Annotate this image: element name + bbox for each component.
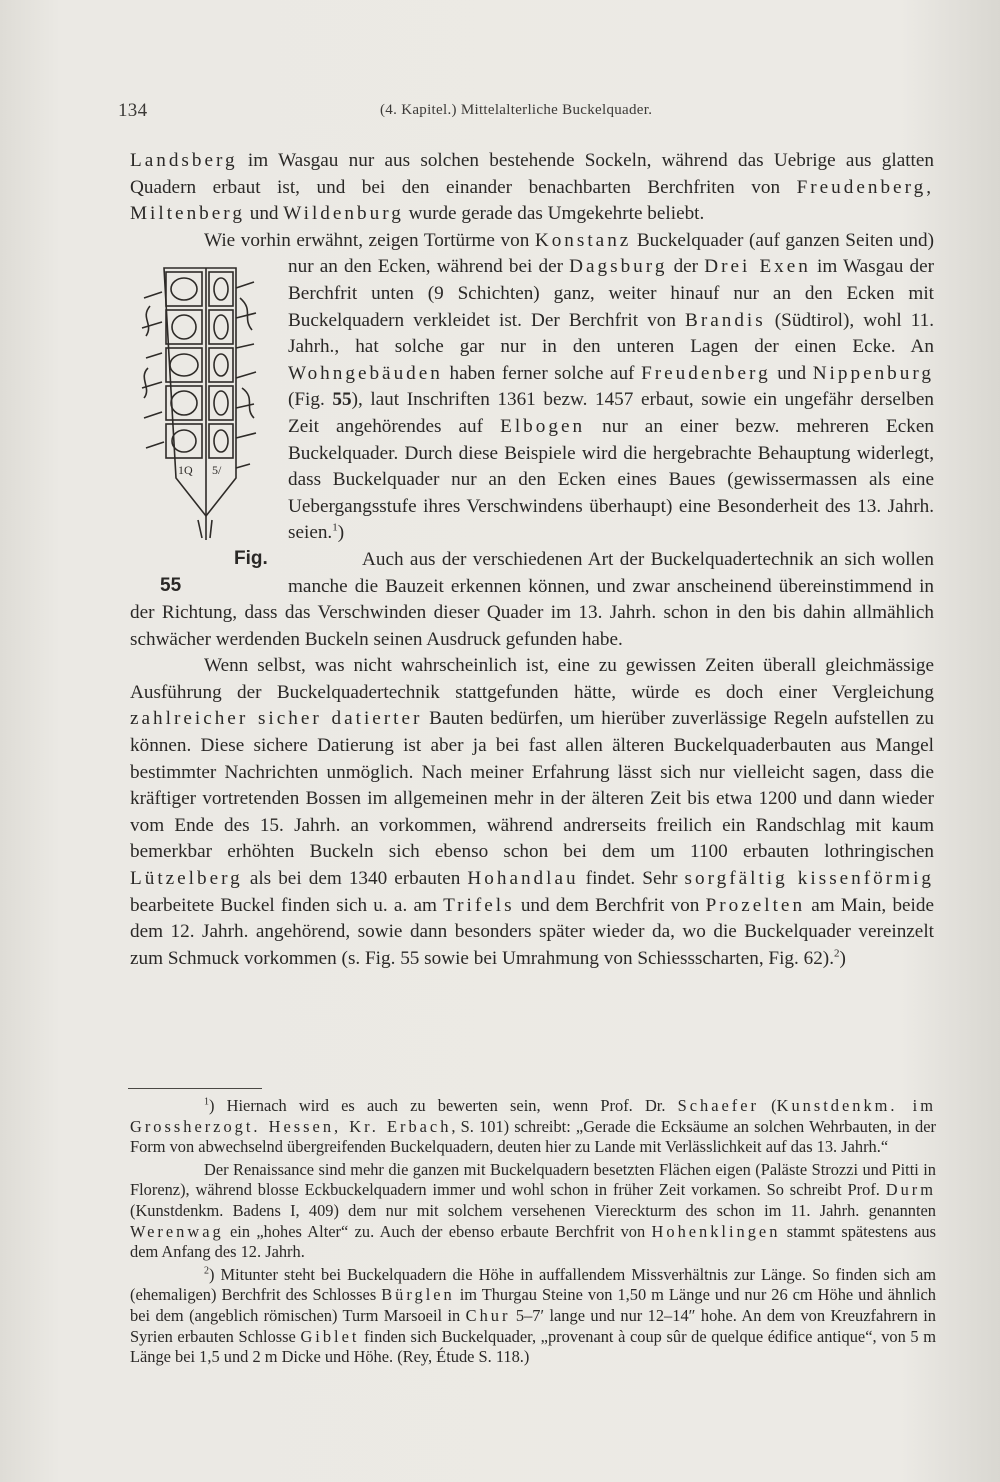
spaced-name: Giblet bbox=[300, 1326, 360, 1346]
spaced-name: Dagsburg bbox=[569, 256, 668, 278]
footnotes bbox=[130, 1096, 936, 1370]
spaced-name: Drei Exen bbox=[704, 256, 811, 278]
spaced-name: Bürglen bbox=[381, 1285, 455, 1305]
footnote-mark-1: 1 bbox=[332, 521, 338, 534]
footnote-divider bbox=[128, 1088, 262, 1089]
spaced-name: Nippenburg bbox=[812, 362, 934, 384]
spaced-name: Freudenberg bbox=[641, 362, 771, 384]
spaced-name: Brandis bbox=[685, 309, 766, 331]
figure-55 bbox=[130, 254, 280, 596]
footnote-number: 1 bbox=[204, 1096, 209, 1108]
figure-reference: 55 bbox=[332, 389, 352, 411]
spaced-name: Chur bbox=[465, 1305, 511, 1325]
spaced-name: Konstanz bbox=[534, 229, 632, 251]
figure-label: Fig. 55 bbox=[160, 548, 268, 596]
spaced-phrase: zahlreicher sicher datierter bbox=[130, 708, 423, 730]
wall-corner-illustration bbox=[136, 258, 262, 544]
footnote-1: $^1$) Hiernach wird es auch zu bewerten sein, wenn Prof. Dr. Schaefer (Kunstdenkm. im Grossherzogt. Hessen, Kr. Erbach, S. 101) schreibt: „Gerade die Ecksäume an solchen Wehrbauten, in der Form von abwechselnd übergreifenden Buckelquadern, deuten hier zu Lande mit Verlässlichkeit auf das 13. Jahrh.“ bbox=[130, 1096, 936, 1157]
footnote-1-continued: Der Renaissance sind mehr die ganzen mit Buckelquadern besetzten Flächen eigen (Paläste Strozzi und Pitti in Florenz), während blosse Eckbuckelquadern immer und wohl schon in früher Zeit vorkamen. So schreibt Prof. Durm (Kunstdenkm. Badens I, 409) dem nur mit solchem versehenen Viereckturm des schon im 11. Jahrh. genannten Werenwag ein „hohes Alter“ zu. Auch der ebenso erbaute Berchfrit von Hohenklingen stammt spätestens aus dem Anfang des 12. Jahrh. bbox=[130, 1159, 936, 1262]
spaced-name: Landsberg bbox=[130, 150, 238, 171]
spaced-name: Prozelten bbox=[705, 894, 806, 916]
running-title: (4. Kapitel.) Mittelalterliche Buckelquader. bbox=[380, 102, 653, 118]
spaced-name: Lützelberg bbox=[130, 868, 243, 890]
spaced-name: Werenwag bbox=[130, 1221, 224, 1241]
spaced-name: Trifels bbox=[443, 894, 515, 916]
carved-digits-right: 5/ bbox=[212, 463, 222, 478]
footnote-2: $^2$) Mitunter steht bei Buckelquadern die Höhe in auffallendem Missverhältnis zur Länge. So finden sich am (ehemaligen) Berchfrit des Schlosses Bürglen im Thurgau Steine von 1,50 m Länge und nur 26 cm Höhe und ähnlich bei dem (angeblich römischen) Turm Marsoeil in Chur 5–7′ lange und nur 12–14″ hohe. An dem von Kreuzfahrern in Syrien erbauten Schlosse Giblet finden sich Buckelquader, „provenant à coup sûr de quelque édifice antique“, von 5 m Länge bei 1,5 und 2 m Dicke und Höhe. (Rey, Étude S. 118.) bbox=[130, 1264, 936, 1367]
main-text bbox=[130, 148, 934, 972]
paragraph-3: Auch aus der verschiedenen Art der Buckelquadertechnik an sich wollen manche die Bauzeit erkennen können, und zwar anscheinend übereinstimmend in der Richtung, dass das Verschwinden dieser Quader im 13. Jahrh. schon in den bis dahin allmählich schwächer werdenden Buckeln seinen Ausdruck gefunden habe. bbox=[130, 548, 934, 650]
spaced-name: Kunstdenkm. im Grossherzogt. Hessen, Kr. Erbach bbox=[130, 1096, 936, 1136]
paragraph-2: Wie vorhin erwähnt, zeigen Tortürme von Konstanz Buckelquader (auf ganzen Seiten und) nur an den Ecken, während bei der Dagsburg der Drei Exen 1Q 5/ Fig. 55 im Wasgau der Berchfrit unten (9 Schichten) ganz, weiter hinauf nur an den Ecken mit Buckelquadern verkleidet ist. Der Berchfrit von Brandis (Südtirol), wohl 11. Jahrh., hat solche gar nur in den unteren Lagen der einen Ecke. An Wohngebäuden haben ferner solche auf Freudenberg und Nippenburg (Fig. 55), laut Inschriften 1361 bezw. 1457 erbaut, sowie ein ungefähr derselben Zeit angehörendes auf Elbogen nur an einer bezw. mehreren Ecken Buckelquader. Durch diese Beispiele wird die hergebrachte Behauptung widerlegt, dass Buckelquader nur an den Ecken eines Baues (gewissermassen als eine Uebergangsstufe ihres Verschwindens überhaupt) eine Besonderheit des 13. Jahrh. seien.$^1$) bbox=[130, 228, 934, 547]
page-number: 134 bbox=[118, 100, 148, 121]
spaced-name: Freudenberg, Miltenberg bbox=[130, 176, 934, 225]
carved-digits-left: 1Q bbox=[178, 463, 193, 478]
running-head bbox=[118, 100, 940, 124]
spaced-name: Schaefer bbox=[677, 1096, 759, 1115]
spaced-name: Wildenburg bbox=[283, 203, 404, 225]
spaced-name: Wohngebäuden bbox=[288, 362, 443, 384]
paragraph-4: Wenn selbst, was nicht wahrscheinlich ist, eine zu gewissen Zeiten überall gleichmässige Ausführung der Buckelquadertechnik stattgefunden hätte, würde es doch einer Vergleichung zahlreicher sicher datierter Bauten bedürfen, um hierüber zuverlässige Regeln aufstellen zu können. Diese sichere Datierung ist aber ja bei fast allen älteren Buckelquaderbauten aus Mangel bestimmter Nachrichten unmöglich. Nach meiner Erfahrung lässt sich nur vielleicht sagen, dass die kräftiger vortretenden Bossen im allgemeinen mehr in der älteren Zeit bis etwa 1200 und dann wieder vom Ende des 15. Jahrh. an vorkommen, während andrerseits freilich ein Randschlag mit kaum bemerkbar erhöhten Buckeln sich ebenso schon bei dem um 1100 erbauten lothringischen Lützelberg als bei dem 1340 erbauten Hohandlau findet. Sehr sorgfältig kissenförmig bearbeitete Buckel finden sich u. a. am Trifels und dem Berchfrit von Prozelten am Main, beide dem 12. Jahrh. angehörend, sowie dann besonders später wieder da, wo die Buckelquader vereinzelt zum Schmuck vorkommen (s. Fig. 55 sowie bei Umrahmung von Schiessscharten, Fig. 62).$^2$) bbox=[130, 655, 935, 969]
spaced-phrase: sorgfältig kissenförmig bbox=[684, 868, 934, 890]
spaced-name: Hohandlau bbox=[467, 868, 579, 890]
footnote-mark-2: 2 bbox=[834, 947, 840, 960]
spaced-name: Elbogen bbox=[500, 415, 586, 437]
spaced-name: Hohenklingen bbox=[651, 1221, 781, 1241]
spaced-name: Durm bbox=[885, 1180, 936, 1200]
footnote-number: 2 bbox=[204, 1265, 209, 1277]
paragraph-1: Landsberg im Wasgau nur aus solchen bestehende Sockeln, während das Uebrige aus glatten Quadern erbaut ist, und bei den einander benachbarten Berchfriten von Freudenberg, Miltenberg und Wildenburg wurde gerade das Umgekehrte beliebt. bbox=[130, 150, 934, 225]
